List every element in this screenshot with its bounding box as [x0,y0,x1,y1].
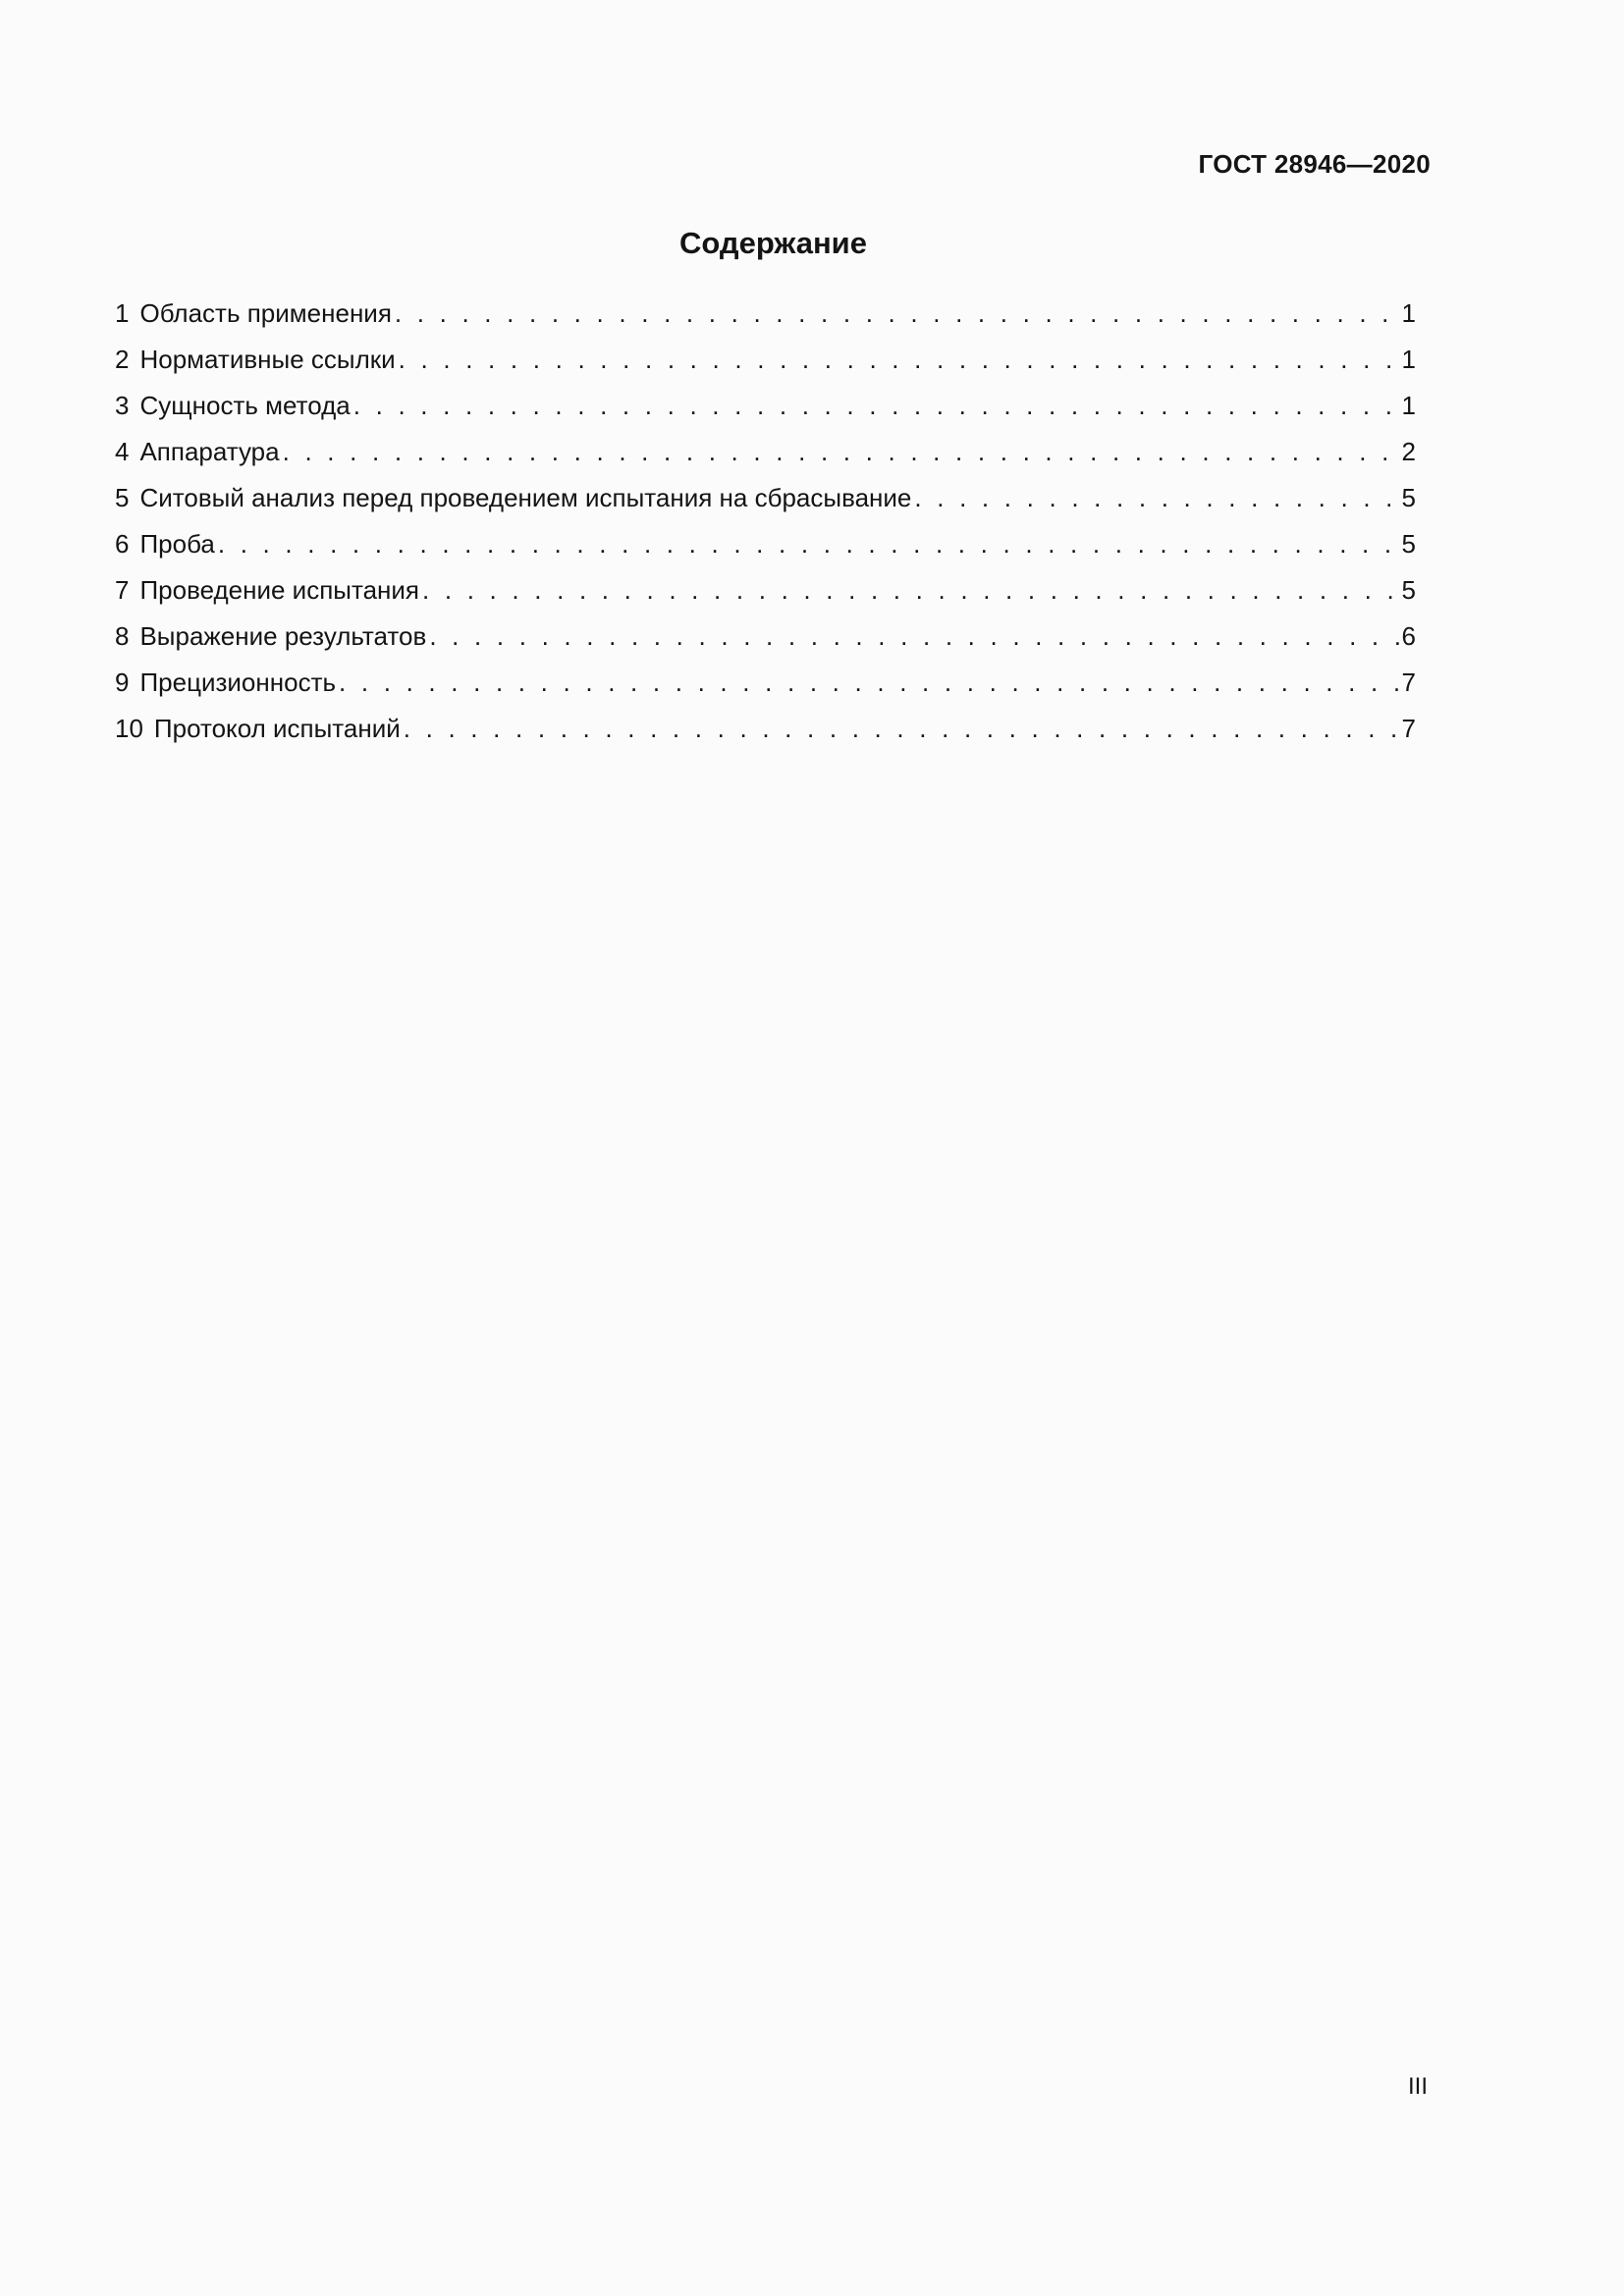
toc-entry-7[interactable] [115,575,1416,621]
toc-entry-label: Ситовый анализ перед проведением испытания на сбрасывание [139,483,912,512]
toc-entry-number: 10 [115,714,143,743]
toc-entry-page: 5 [1401,529,1416,559]
dot-leader [914,483,1399,513]
table-of-contents [115,298,1416,760]
toc-entry-label: Проба [139,529,215,559]
toc-entry-label: Проведение испытания [139,575,420,605]
toc-entry-9[interactable] [115,667,1416,714]
toc-entry-label: Сущность метода [139,391,351,420]
dot-leader [429,621,1399,652]
dot-leader [218,529,1400,560]
toc-entry-label: Прецизионность [139,667,337,697]
dot-leader [399,345,1400,375]
toc-entry-label: Область применения [139,298,392,328]
toc-entry-4[interactable] [115,437,1416,483]
toc-entry-page: 7 [1401,714,1416,743]
toc-entry-5[interactable] [115,483,1416,529]
toc-entry-10[interactable] [115,714,1416,760]
toc-entry-label: Аппаратура [139,437,280,466]
toc-entry-page: 6 [1401,621,1416,651]
toc-entry-label: Выражение результатов [139,621,427,651]
toc-entry-page: 1 [1401,391,1416,420]
toc-entry-number: 2 [115,345,130,374]
toc-entry-page: 1 [1401,345,1416,374]
toc-entry-page: 7 [1401,667,1416,697]
toc-entry-number: 8 [115,621,130,651]
toc-entry-number: 5 [115,483,130,512]
toc-entry-number: 9 [115,667,130,697]
toc-entry-page: 2 [1401,437,1416,466]
toc-entry-3[interactable] [115,391,1416,437]
toc-entry-number: 4 [115,437,130,466]
toc-entry-2[interactable] [115,345,1416,391]
dot-leader [353,391,1400,421]
toc-entry-label: Протокол испытаний [153,714,401,743]
toc-entry-6[interactable] [115,529,1416,575]
toc-entry-page: 5 [1401,483,1416,512]
dot-leader [339,667,1400,698]
toc-title: Содержание [679,226,867,260]
dot-leader [283,437,1400,467]
toc-entry-number: 7 [115,575,130,605]
page-number: III [1407,2073,1428,2100]
dot-leader [422,575,1400,606]
toc-entry-1[interactable] [115,298,1416,345]
toc-entry-number: 6 [115,529,130,559]
document-code: ГОСТ 28946—2020 [1198,149,1431,179]
toc-entry-8[interactable] [115,621,1416,667]
toc-entry-number: 3 [115,391,130,420]
dot-leader [395,298,1400,329]
toc-entry-page: 5 [1401,575,1416,605]
toc-entry-label: Нормативные ссылки [139,345,396,374]
toc-entry-page: 1 [1401,298,1416,328]
toc-entry-number: 1 [115,298,130,328]
dot-leader [404,714,1400,744]
